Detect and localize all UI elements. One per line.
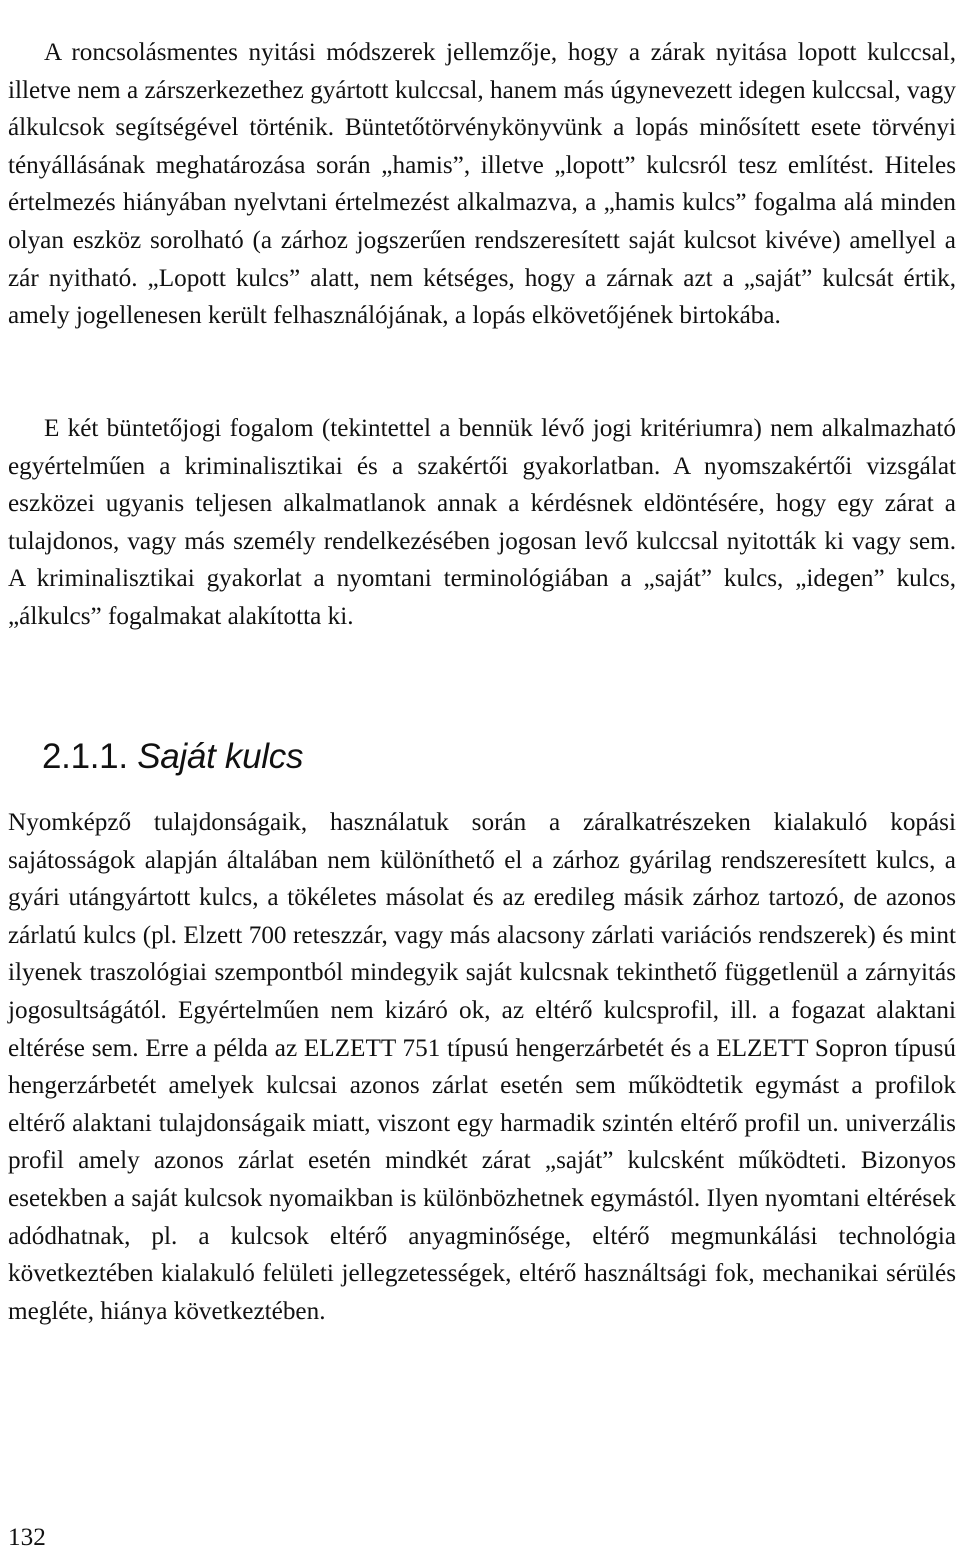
section-heading: [42, 733, 303, 781]
paragraph-section-body: Nyomképző tulajdonságaik, használatuk során a záralkatrészeken kialakuló kopási sajátosságok alapján általában nem különíthető el a zárhoz gyárilag rendszeresített kulcs, a gyári utángyártott kulcs, a tökéletes másolat és az eredileg másik zárhoz tartozó, de azonos zárlatú kulcs (pl. Elzett 700 reteszzár, vagy más alacsony zárlati variációs rendszerek) és mint ilyenek traszológiai szempontból mindegyik saját kulcsnak tekinthető függetlenül a zárnyitás jogosultságától. Egyértelműen nem kizáró ok, az eltérő kulcsprofil, ill. a fogazat alaktani eltérése sem. Erre a példa az ELZETT 751 típusú hengerzárbetét és a ELZETT Sopron típusú hengerzárbetét amelyek kulcsai azonos zárlat esetén sem működtetik egymást a profilok eltérő alaktani tulajdonságaik miatt, viszont egy harmadik szintén eltérő profil un. univerzális profil amely azonos zárlat esetén mindkét zárat „saját” kulcsként működteti. Bizonyos esetekben a saját kulcsok nyomaikban is különbözhetnek egymástól. Ilyen nyomtani eltérések adódhatnak, pl. a kulcsok eltérő anyagminősége, eltérő megmunkálási technológia következtében kialakuló felületi jellegzetességek, eltérő használtsági fok, mechanikai sérülés megléte, hiánya következtében.: [8, 809, 956, 1325]
section-title: Saját kulcs: [137, 737, 304, 776]
paragraph-intro: A roncsolásmentes nyitási módszerek jellemzője, hogy a zárak nyitása lopott kulccsal, illetve nem a zárszerkezethez gyártott kulccsal, hanem más úgynevezett idegen kulccsal, vagy álkulcsok segítségével történik. Büntetőtörvénykönyvünk a lopás minősített esete törvényi tényállásának meghatározása során „hamis”, illetve „lopott” kulcsról tesz említést. Hiteles értelmezés hiányában nyelvtani értelmezést alkalmazva, a „hamis kulcs” fogalma alá minden olyan eszköz sorolható (a zárhoz jogszerűen rendszeresített saját kulcsot kivéve) amellyel a zár nyitható. „Lopott kulcs” alatt, nem kétséges, hogy a zárnak azt a „saját” kulcsát értik, amely jogellenesen került felhasználójának, a lopás elkövetőjének birtokába.: [8, 39, 956, 330]
section-number: 2.1.1.: [42, 737, 128, 776]
page-number: 132: [8, 1524, 46, 1551]
paragraph-second: E két büntetőjogi fogalom (tekintettel a bennük lévő jogi kritériumra) nem alkalmazható egyértelműen a kriminalisztikai és a szakértői gyakorlatban. A nyomszakértői vizsgálat eszközei ugyanis teljesen alkalmatlanok annak a kérdésnek eldöntésére, hogy egy zárat a tulajdonos, vagy más személy rendelkezésében jogosan levő kulccsal nyitották ki vagy sem. A kriminalisztikai gyakorlat a nyomtani terminológiában a „saját” kulcs, „idegen” kulcs, „álkulcs” fogalmakat alakította ki.: [8, 415, 956, 630]
